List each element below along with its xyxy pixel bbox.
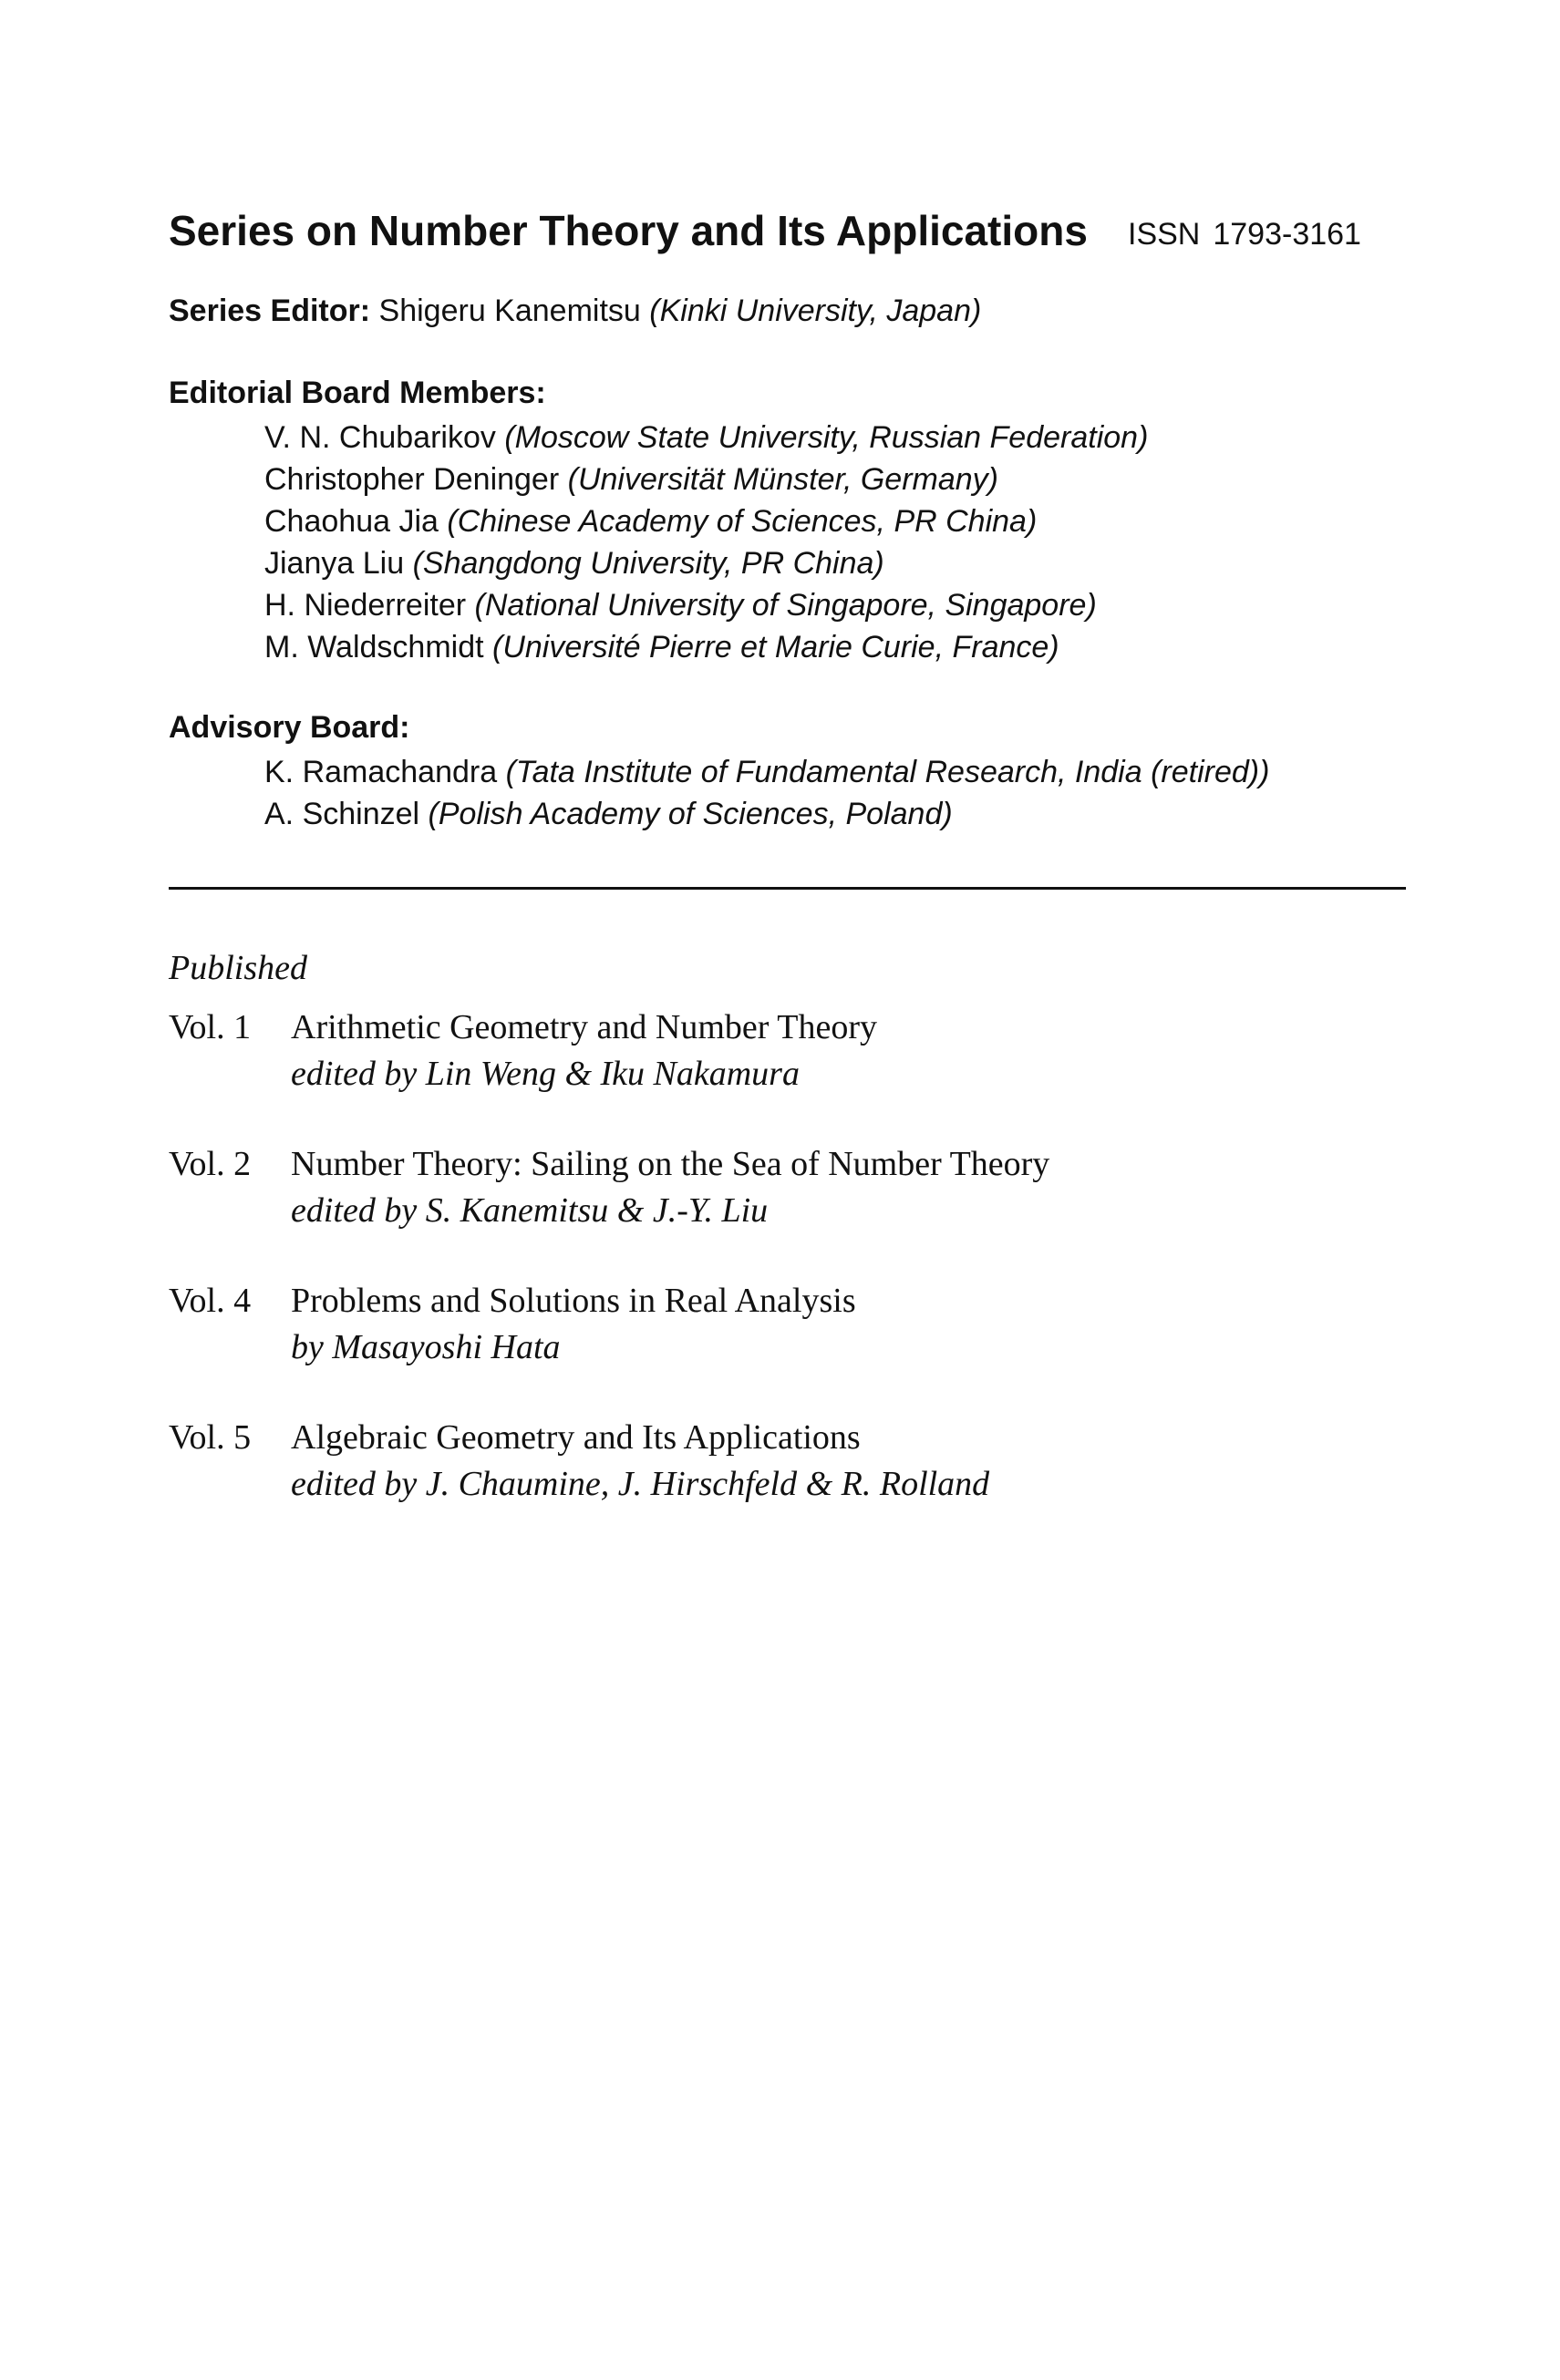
member-affiliation: (Tata Institute of Fundamental Research, India (retired))	[505, 755, 1270, 789]
volume-title: Problems and Solutions in Real Analysis	[291, 1282, 856, 1320]
member-affiliation: (Moscow State University, Russian Federation)	[504, 420, 1149, 455]
volume-credit: edited by Lin Weng & Iku Nakamura	[291, 1055, 800, 1093]
volume-title: Algebraic Geometry and Its Applications	[291, 1418, 861, 1457]
board-member	[264, 500, 1148, 542]
member-name: M. Waldschmidt	[264, 630, 484, 665]
member-name: Christopher Deninger	[264, 462, 560, 497]
board-member	[264, 417, 1148, 458]
member-affiliation: (National University of Singapore, Singapore)	[474, 588, 1097, 623]
editorial-board-list	[264, 417, 1148, 668]
member-affiliation: (Université Pierre et Marie Curie, France)	[492, 630, 1059, 665]
series-editor-affiliation: (Kinki University, Japan)	[649, 294, 982, 328]
series-title: Series on Number Theory and Its Applications	[169, 207, 1088, 254]
member-name: H. Niederreiter	[264, 588, 467, 623]
series-header	[169, 206, 1409, 261]
volume-credit: edited by J. Chaumine, J. Hirschfeld & R. Rolland	[291, 1465, 990, 1503]
member-name: K. Ramachandra	[264, 755, 498, 789]
member-affiliation: (Chinese Academy of Sciences, PR China)	[447, 504, 1038, 539]
volume-credit: by Masayoshi Hata	[291, 1328, 561, 1366]
volume-title: Arithmetic Geometry and Number Theory	[291, 1008, 877, 1046]
issn	[1128, 217, 1361, 252]
board-member	[264, 458, 1148, 500]
series-editor-name: Shigeru Kanemitsu	[378, 294, 641, 328]
board-member	[264, 542, 1148, 584]
advisory-board-list	[264, 751, 1269, 835]
member-name: V. N. Chubarikov	[264, 420, 496, 455]
board-member	[264, 793, 1269, 835]
volume-title: Number Theory: Sailing on the Sea of Number Theory	[291, 1145, 1050, 1183]
series-editor-label: Series Editor:	[169, 294, 371, 328]
member-name: A. Schinzel	[264, 797, 420, 831]
series-editor-line	[169, 294, 981, 329]
member-affiliation: (Universität Münster, Germany)	[567, 462, 998, 497]
volume-number: Vol. 4	[169, 1282, 252, 1320]
board-member	[264, 584, 1148, 626]
issn-number: 1793-3161	[1213, 217, 1361, 252]
board-member	[264, 751, 1269, 793]
volume-credit: edited by S. Kanemitsu & J.-Y. Liu	[291, 1191, 769, 1230]
volume-number: Vol. 2	[169, 1145, 252, 1183]
published-heading: Published	[169, 949, 307, 987]
member-affiliation: (Shangdong University, PR China)	[412, 546, 884, 581]
volume-number: Vol. 5	[169, 1418, 252, 1457]
board-member	[264, 626, 1148, 668]
section-divider	[169, 887, 1406, 890]
volume-number: Vol. 1	[169, 1008, 252, 1046]
member-affiliation: (Polish Academy of Sciences, Poland)	[428, 797, 953, 831]
advisory-board-heading: Advisory Board:	[169, 710, 410, 745]
issn-label: ISSN	[1128, 217, 1201, 252]
member-name: Jianya Liu	[264, 546, 405, 581]
editorial-board-heading: Editorial Board Members:	[169, 376, 546, 410]
member-name: Chaohua Jia	[264, 504, 439, 539]
